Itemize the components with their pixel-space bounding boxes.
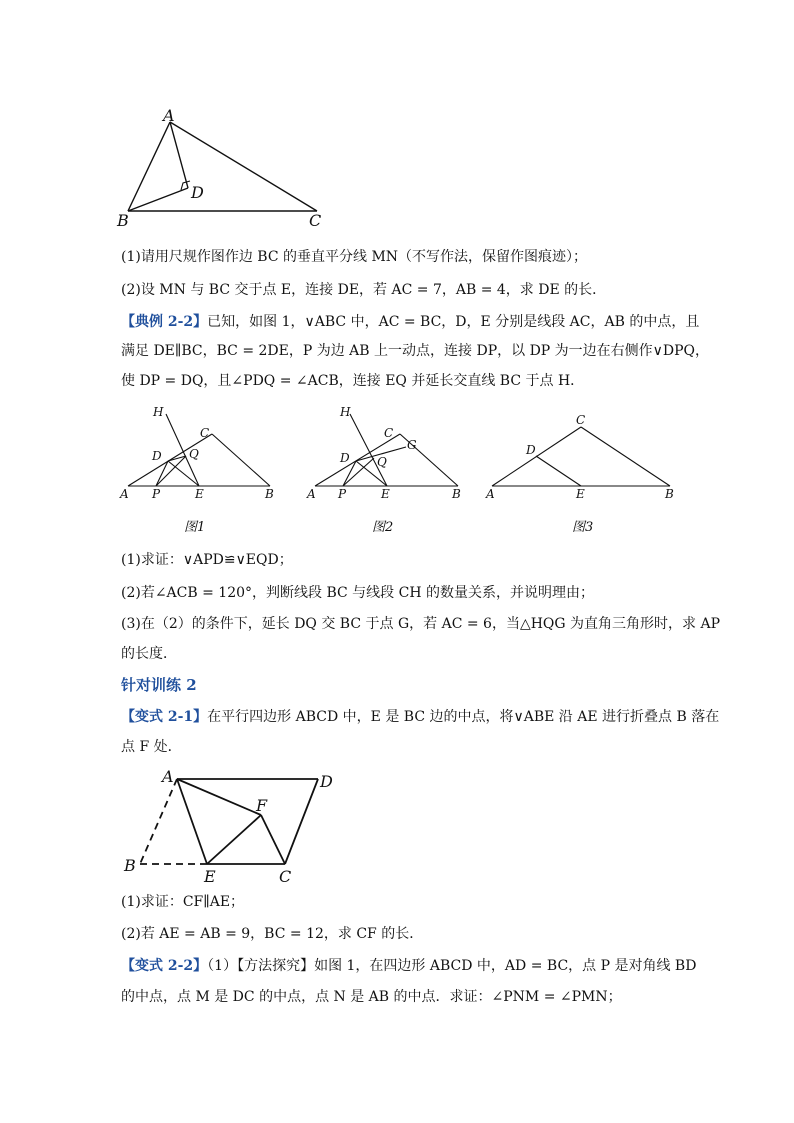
label-b: B bbox=[117, 211, 129, 230]
variant-2-1-tag: 【变式 2-1】 bbox=[121, 709, 208, 725]
fig2-label-g: G bbox=[407, 438, 417, 452]
variant-2-2-line-1 bbox=[121, 956, 697, 976]
fig1-label-c: C bbox=[200, 426, 210, 440]
fig1-label-q: Q bbox=[189, 447, 199, 461]
fold-label-e: E bbox=[204, 867, 216, 886]
fold-label-c: C bbox=[279, 867, 292, 886]
fig1-caption: 图1 bbox=[184, 520, 206, 535]
section-heading-training-2: 针对训练 2 bbox=[121, 676, 197, 694]
fig2-label-b: B bbox=[452, 487, 461, 501]
variant-2-1-question-2: (2)若 AE = AB = 9，BC = 12，求 CF 的长． bbox=[121, 926, 424, 942]
figure-parallelogram-fold bbox=[115, 762, 355, 887]
fold-label-b: B bbox=[124, 856, 136, 875]
example-2-2-tag: 【典例 2-2】 bbox=[121, 314, 208, 330]
variant-2-2-tag: 【变式 2-2】 bbox=[121, 958, 208, 974]
fig3-caption: 图3 bbox=[572, 520, 594, 535]
fig2-label-d: D bbox=[340, 451, 350, 465]
fig1-label-h: H bbox=[153, 405, 164, 419]
label-d: D bbox=[191, 183, 204, 202]
example-2-2-line-3: 使 DP = DQ，且∠PDQ = ∠ACB，连接 EQ 并延长交直线 BC 于点 H． bbox=[121, 373, 585, 389]
example-question-3a: (3)在（2）的条件下，延长 DQ 交 BC 于点 G，若 AC = 6，当△HQG 为直角三角形时，求 AP bbox=[121, 616, 721, 632]
variant-2-1-line-1 bbox=[121, 707, 720, 727]
fig3-label-a: A bbox=[486, 487, 495, 501]
variant-2-2-text-1: （1）【方法探究】如图 1，在四边形 ABCD 中，AD = BC，点 P 是对角线 BD bbox=[207, 958, 697, 974]
fig1-label-e: E bbox=[195, 487, 204, 501]
fig2-caption: 图2 bbox=[372, 520, 394, 535]
label-c: C bbox=[309, 211, 322, 230]
fig2-label-q: Q bbox=[377, 455, 387, 469]
variant-2-1-question-1: (1)求证：CF∥AE； bbox=[121, 894, 245, 910]
figure-triangle-abc bbox=[110, 105, 350, 230]
example-figure-3 bbox=[480, 400, 680, 535]
prev-question-2: (2)设 MN 与 BC 交于点 E，连接 DE，若 AC = 7，AB = 4，求 DE 的长． bbox=[121, 282, 607, 298]
prev-question-1: (1)请用尺规作图作边 BC 的垂直平分线 MN（不写作法，保留作图痕迹）； bbox=[121, 249, 588, 265]
fig3-label-e: E bbox=[576, 487, 585, 501]
fold-label-d: D bbox=[320, 772, 333, 791]
fig1-label-d: D bbox=[152, 449, 162, 463]
fig2-label-h: H bbox=[340, 405, 351, 419]
example-question-1: (1)求证：∨APD≌∨EQD； bbox=[121, 552, 293, 568]
fig2-label-c: C bbox=[384, 426, 394, 440]
example-2-2-line-1 bbox=[121, 312, 700, 332]
fig3-label-c: C bbox=[576, 413, 586, 427]
example-question-3b: 的长度． bbox=[121, 646, 177, 662]
example-2-2-line-2: 满足 DE∥BC，BC = 2DE，P 为边 AB 上一动点，连接 DP，以 DP 为一边在右侧作∨DPQ， bbox=[121, 343, 710, 359]
fig2-label-p: P bbox=[338, 487, 347, 501]
example-figure-1 bbox=[110, 400, 290, 535]
fig2-label-e: E bbox=[381, 487, 390, 501]
example-question-2: (2)若∠ACB = 120°，判断线段 BC 与线段 CH 的数量关系，并说明理由； bbox=[121, 585, 595, 601]
variant-2-1-text-1: 在平行四边形 ABCD 中，E 是 BC 边的中点，将∨ABE 沿 AE 进行折叠点 B 落在 bbox=[207, 709, 720, 725]
fig1-label-p: P bbox=[152, 487, 161, 501]
fold-label-a: A bbox=[162, 767, 174, 786]
fig3-label-d: D bbox=[526, 443, 536, 457]
label-a: A bbox=[163, 106, 175, 125]
variant-2-1-line-2: 点 F 处． bbox=[121, 739, 182, 755]
example-figure-2 bbox=[300, 400, 480, 535]
fig2-label-a: A bbox=[307, 487, 316, 501]
fig1-label-b: B bbox=[265, 487, 274, 501]
fig1-label-a: A bbox=[120, 487, 129, 501]
variant-2-2-line-2: 的中点，点 M 是 DC 的中点，点 N 是 AB 的中点．求证：∠PNM = ∠PMN； bbox=[121, 989, 622, 1005]
fig3-label-b: B bbox=[665, 487, 674, 501]
fold-label-f: F bbox=[256, 796, 268, 815]
example-2-2-text-1: 已知，如图 1，∨ABC 中，AC = BC，D，E 分别是线段 AC，AB 的中点，且 bbox=[207, 314, 700, 330]
